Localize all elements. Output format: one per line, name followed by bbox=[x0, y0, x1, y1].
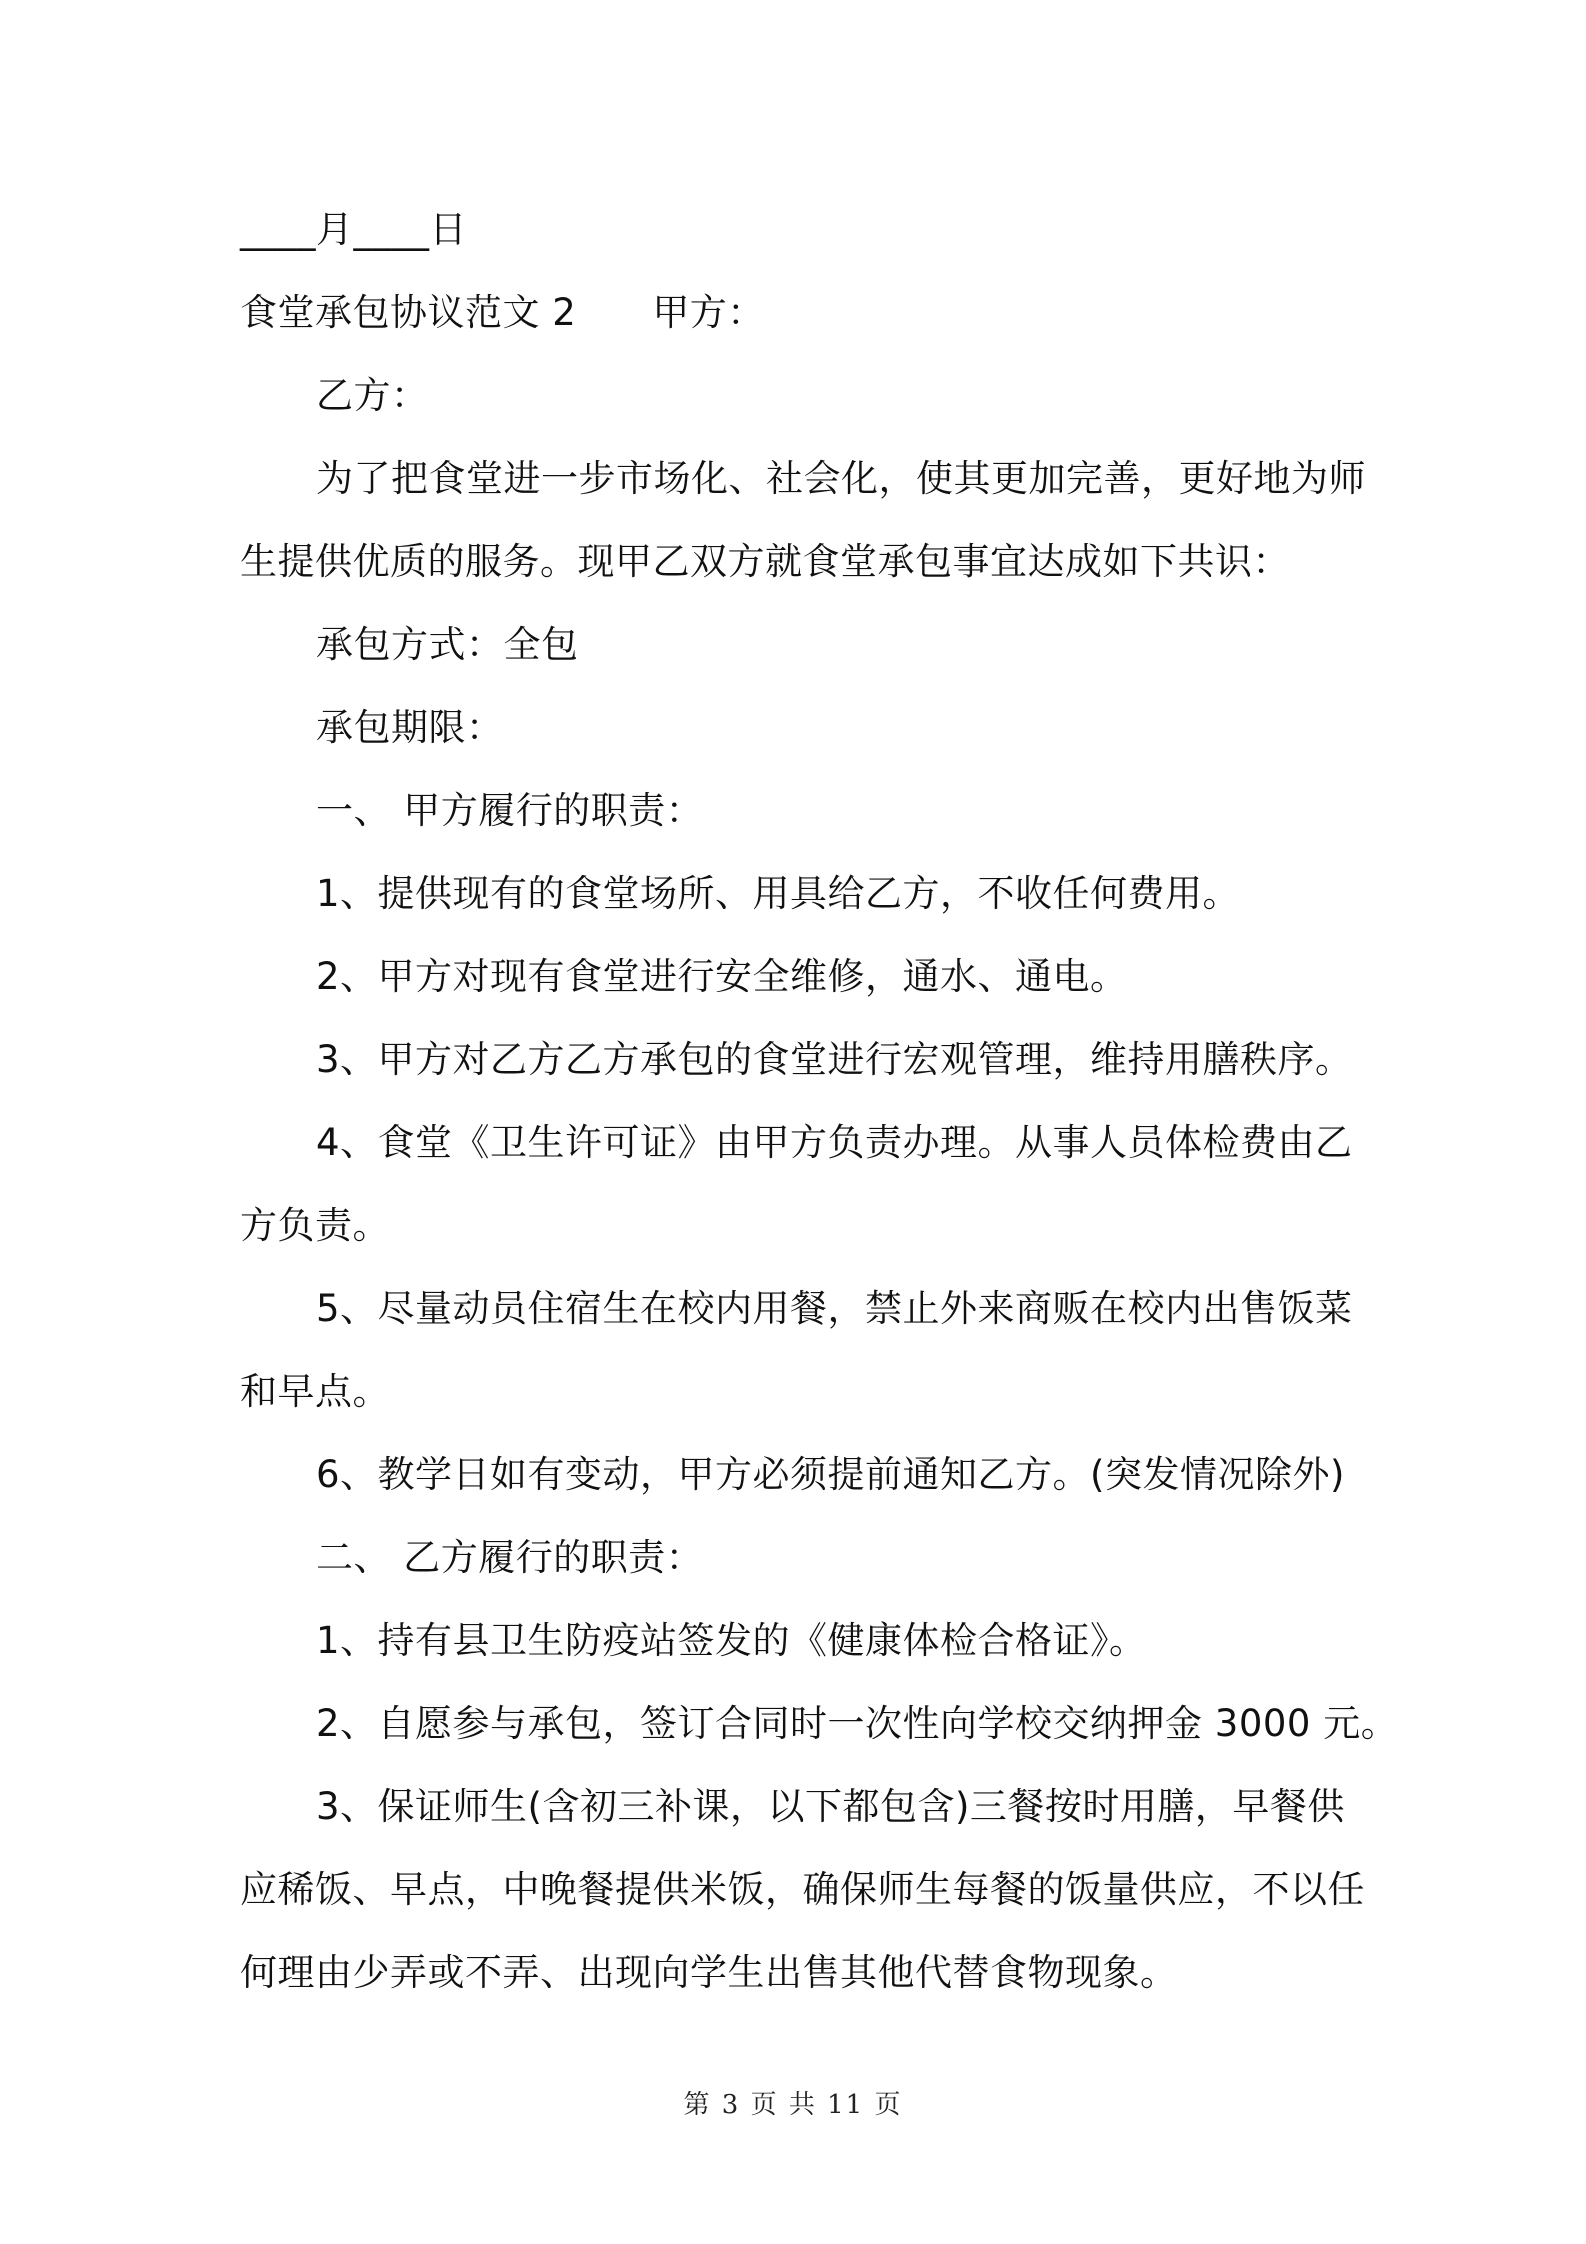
party-b-label: 乙方： bbox=[316, 374, 429, 417]
s1-item-2: 2、甲方对现有食堂进行安全维修，通水、通电。 bbox=[316, 955, 1128, 998]
s1-item-4-line-2: 方负责。 bbox=[240, 1204, 390, 1247]
contract-term: 承包期限： bbox=[316, 706, 504, 749]
s1-item-5-line-2: 和早点。 bbox=[240, 1370, 390, 1413]
s1-item-4-line-1: 4、食堂《卫生许可证》由甲方负责办理。从事人员体检费由乙 bbox=[316, 1121, 1353, 1164]
s2-item-3-line-1: 3、保证师生(含初三补课，以下都包含)三餐按时用膳，早餐供 bbox=[316, 1785, 1345, 1828]
s2-item-3-line-3: 何理由少弄或不弄、出现向学生出售其他代替食物现象。 bbox=[240, 1951, 1178, 1994]
contract-mode: 承包方式：全包 bbox=[316, 623, 579, 666]
s1-item-6: 6、教学日如有变动，甲方必须提前通知乙方。(突发情况除外) bbox=[316, 1453, 1345, 1496]
s2-item-1: 1、持有县卫生防疫站签发的《健康体检合格证》。 bbox=[316, 1619, 1147, 1662]
section-1-heading: 一、 甲方履行的职责： bbox=[316, 789, 704, 832]
s1-item-1: 1、提供现有的食堂场所、用具给乙方，不收任何费用。 bbox=[316, 872, 1241, 915]
intro-line-1: 为了把食堂进一步市场化、社会化，使其更加完善，更好地为师 bbox=[316, 457, 1366, 500]
s2-item-2: 2、自愿参与承包，签订合同时一次性向学校交纳押金 3000 元。 bbox=[316, 1702, 1399, 1745]
s1-item-5-line-1: 5、尽量动员住宿生在校内用餐，禁止外来商贩在校内出售饭菜 bbox=[316, 1287, 1353, 1330]
s2-item-3-line-2: 应稀饭、早点，中晚餐提供米饭，确保师生每餐的饭量供应，不以任 bbox=[240, 1868, 1365, 1911]
section-2-heading: 二、 乙方履行的职责： bbox=[316, 1536, 704, 1579]
page-number-footer: 第 3 页 共 11 页 bbox=[683, 2090, 903, 2120]
intro-line-2: 生提供优质的服务。现甲乙双方就食堂承包事宜达成如下共识： bbox=[240, 540, 1290, 583]
document-title: 食堂承包协议范文 2 bbox=[240, 291, 577, 334]
party-a-label: 甲方： bbox=[652, 291, 765, 334]
title-row bbox=[240, 288, 765, 338]
s1-item-3: 3、甲方对乙方乙方承包的食堂进行宏观管理，维持用膳秩序。 bbox=[316, 1038, 1353, 1081]
date-line: ____月____日 bbox=[240, 208, 467, 251]
